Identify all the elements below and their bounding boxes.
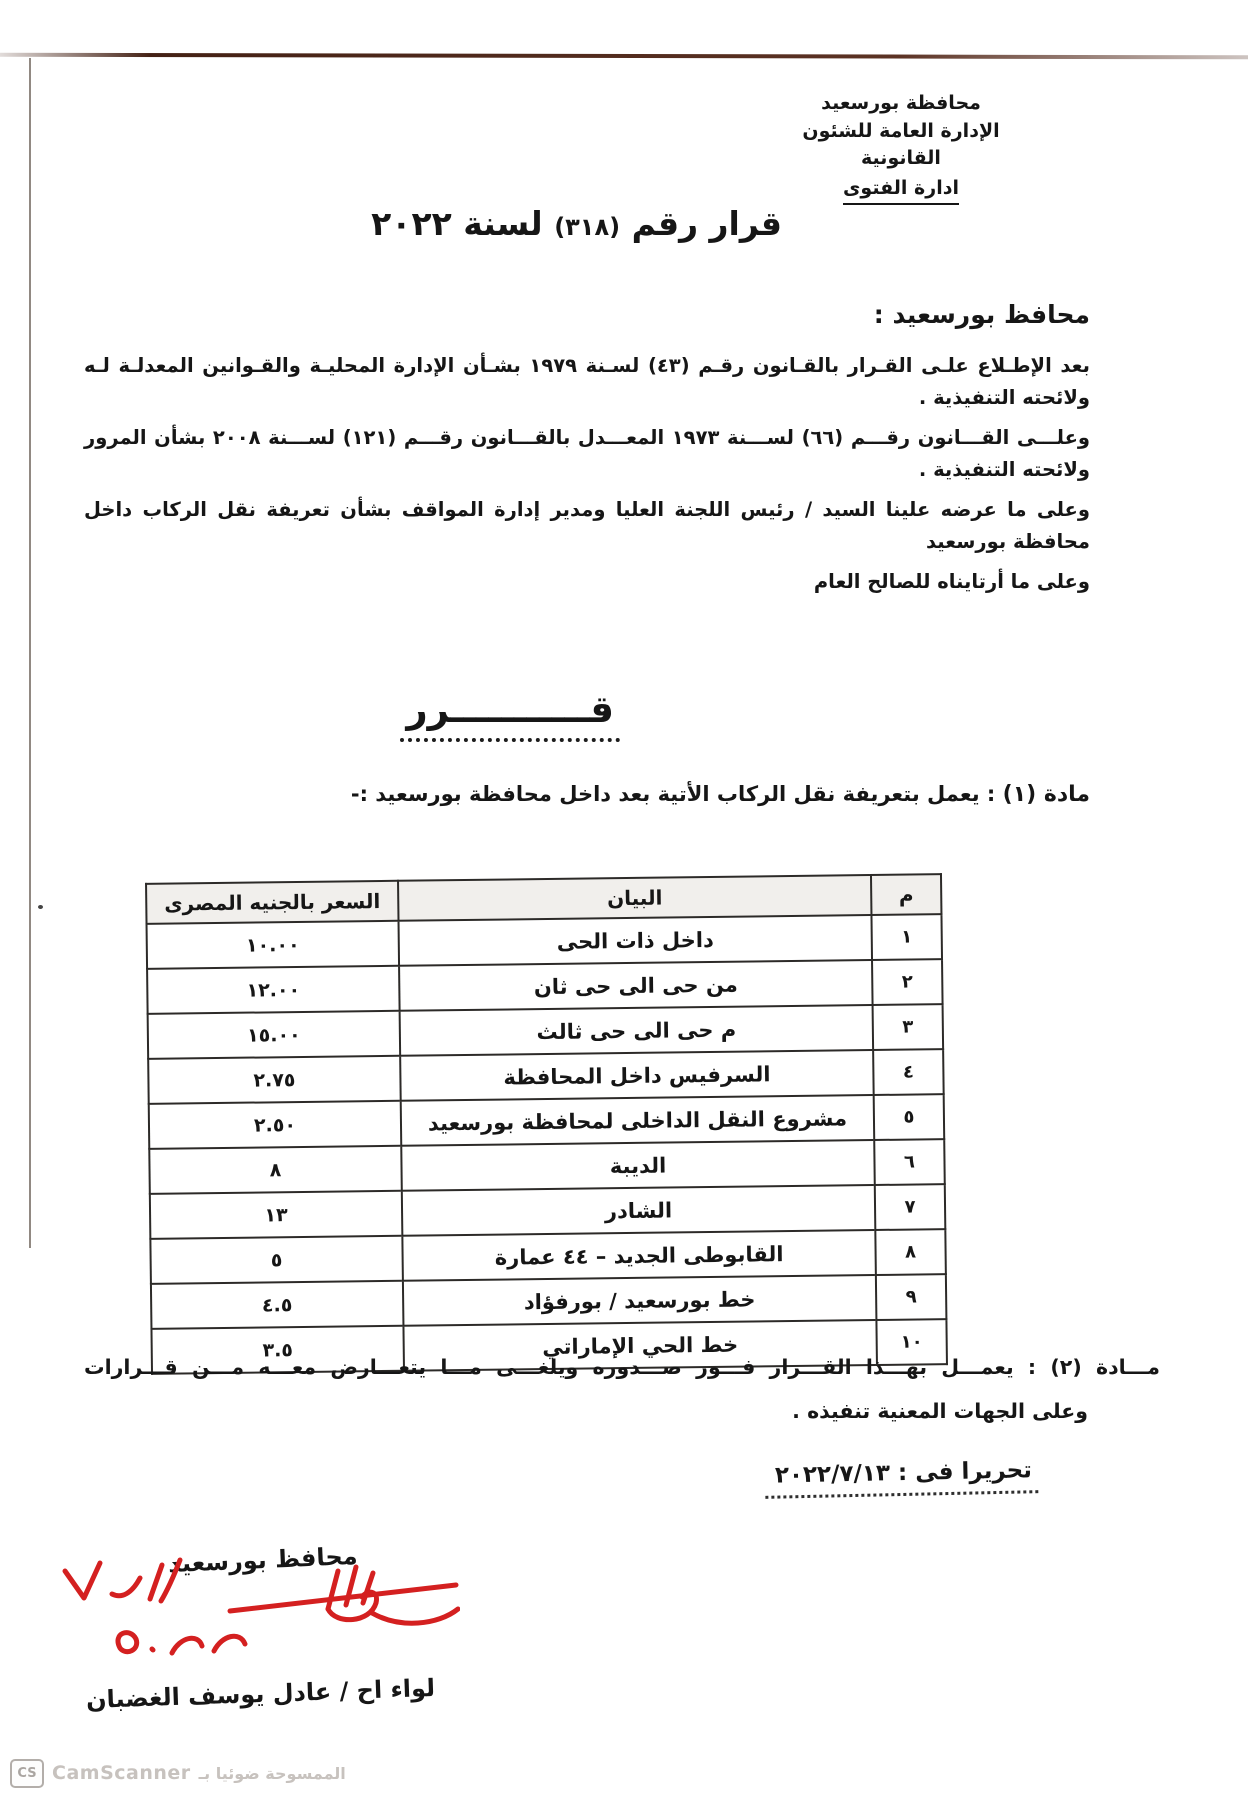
row-desc: م حى الى حى ثالث <box>400 1005 874 1056</box>
row-desc: الشادر <box>402 1185 876 1236</box>
row-number: ٦ <box>874 1139 945 1185</box>
article-2 <box>84 1352 1160 1428</box>
row-desc: السرفيس داخل المحافظة <box>400 1050 874 1101</box>
article-1-text: : يعمل بتعريفة نقل الركاب الأتية بعد داخل محافظة بورسعيد :- <box>350 782 996 806</box>
article-2-line-2: وعلى الجهات المعنية تنفيذه . <box>792 1398 1088 1423</box>
row-number: ٨ <box>875 1229 946 1275</box>
decree-title <box>371 204 782 243</box>
row-desc: القابوطى الجديد – ٤٤ عمارة <box>402 1230 876 1281</box>
row-desc: مشروع النقل الداخلى لمحافظة بورسعيد <box>401 1095 875 1146</box>
row-number: ٤ <box>873 1049 944 1095</box>
row-price: ٢.٥٠ <box>149 1101 402 1149</box>
article-2-line-1: مـــادة (٢) : يعمـــل بهـــذا القـــرار فـــور صـــدوره ويلغـــى مـــا يتعـــارض معـــه مـــن قـــرارات <box>84 1355 1161 1379</box>
camscanner-arabic-text: الممسوحة ضوئيا بـ <box>198 1763 346 1783</box>
signature-title: محافظ بورسعيد <box>167 1541 359 1579</box>
decree-number: (٣١٨) <box>554 213 621 241</box>
row-price: ٨ <box>149 1146 402 1194</box>
governor-salutation: محافظ بورسعيد : <box>873 300 1090 329</box>
letterhead <box>766 90 1036 205</box>
row-desc: داخل ذات الحى <box>399 915 873 966</box>
row-price: ١٥.٠٠ <box>148 1011 401 1059</box>
row-number: ٢ <box>872 959 943 1005</box>
row-price: ١٣ <box>150 1191 403 1239</box>
governor-signature-scribble <box>40 1543 460 1673</box>
preamble-paragraph-1: بعد الإطـلاع علـى القـرار بالقـانون رقـم (٤٣) لسـنة ١٩٧٩ بشـأن الإدارة المحليـة والقـوانين المعدلـة لـه ولائحته التنفيذية . <box>84 354 1091 409</box>
row-desc: خط بورسعيد / بورفؤاد <box>403 1275 877 1326</box>
row-price: ٣.٥ <box>151 1326 404 1374</box>
letterhead-org: محافظة بورسعيد <box>821 92 981 114</box>
row-number: ٧ <box>875 1184 946 1230</box>
row-number: ١٠ <box>876 1319 947 1365</box>
preamble-paragraph-2: وعلـــى القـــانون رقـــم (٦٦) لســـنة ١٩٧٣ المعـــدل بالقـــانون رقـــم (١٢١) لســـنة ٢٠٠٨ بشأن المرور ولائحته التنفيذية . <box>84 426 1091 481</box>
row-number: ٥ <box>874 1094 945 1140</box>
row-number: ٣ <box>873 1004 944 1050</box>
issued-date-label: تحريرا فى : <box>897 1457 1033 1487</box>
scan-left-edge <box>29 58 31 1248</box>
row-desc: خط الحي الإماراتي <box>403 1320 877 1371</box>
preamble <box>84 350 1090 598</box>
row-price: ١٠.٠٠ <box>147 921 400 969</box>
row-price: ٢.٧٥ <box>148 1056 401 1104</box>
row-price: ١٢.٠٠ <box>147 966 400 1014</box>
row-number: ١ <box>871 914 942 960</box>
row-desc: من حى الى حى ثان <box>399 960 873 1011</box>
article-1-label: مادة (١) <box>1002 782 1090 807</box>
camscanner-brand: CamScanner <box>52 1762 191 1784</box>
article-1 <box>351 782 1090 807</box>
decree-title-post: لسنة ٢٠٢٢ <box>371 204 543 243</box>
signature-name: لواء اح / عادل يوسف الغضبان <box>85 1673 436 1715</box>
row-price: ٤.٥ <box>151 1281 404 1329</box>
row-price: ٥ <box>150 1236 403 1284</box>
scan-top-edge <box>0 53 1248 60</box>
decree-title-pre: قرار رقم <box>631 204 782 243</box>
decree-heading: قـــــــــــرر <box>400 688 620 742</box>
table-header-price: السعر بالجنيه المصرى <box>146 881 398 924</box>
scan-speck <box>38 905 43 909</box>
table-header-desc: البيان <box>398 875 871 921</box>
issued-date-line <box>765 1457 1039 1499</box>
row-number: ٩ <box>876 1274 947 1320</box>
tariff-table <box>145 873 948 1375</box>
issued-date-value: ٢٠٢٢/٧/١٣ <box>774 1460 891 1489</box>
camscanner-icon: CS <box>10 1759 44 1788</box>
camscanner-footer <box>10 1758 346 1788</box>
preamble-paragraph-3: وعلى ما عرضه علينا السيد / رئيس اللجنة العليا ومدير إدارة المواقف بشأن تعريفة نقل الركاب داخل محافظة بورسعيد <box>84 498 1090 553</box>
preamble-paragraph-4: وعلى ما أرتايناه للصالح العام <box>813 570 1090 594</box>
letterhead-office: ادارة الفتوى <box>843 175 959 206</box>
row-desc: الديبة <box>401 1140 875 1191</box>
table-header-num: م <box>871 874 941 915</box>
letterhead-dept: الإدارة العامة للشئون القانونية <box>802 119 1000 170</box>
